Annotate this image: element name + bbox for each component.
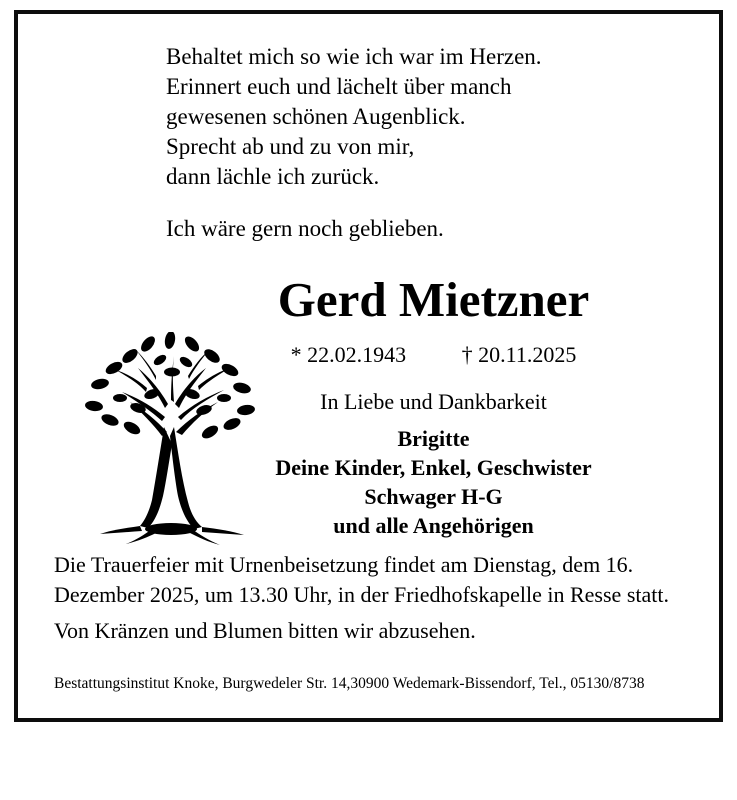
tree-illustration (52, 332, 292, 557)
flowers-request: Von Kränzen und Blumen bitten wir abzusehen. (54, 618, 476, 643)
funeral-information (54, 550, 694, 646)
dedication-text: In Liebe und Dankbarkeit (320, 389, 547, 414)
survivor-line-3: Schwager H-G (364, 484, 503, 509)
survivor-line-1: Brigitte (397, 426, 470, 451)
poem-closing-line: Ich wäre gern noch geblieben. (166, 216, 444, 241)
poem-line-1: Behaltet mich so wie ich war im Herzen. (166, 44, 542, 69)
funeral-home-footer: Bestattungsinstitut Knoke, Burgwedeler Str. 14,30900 Wedemark-Bissendorf, Tel., 05130/8738 (54, 675, 645, 692)
funeral-text: Die Trauerfeier mit Urnenbeisetzung findet am Dienstag, dem 16. Dezember 2025, um 13.30 Uhr, in der Friedhofskapelle in Resse statt. (54, 552, 669, 607)
obituary-frame (14, 10, 723, 722)
poem-block (166, 42, 686, 244)
poem-line-2: Erinnert euch und lächelt über manch (166, 74, 512, 99)
birth-date: * 22.02.1943 (290, 342, 407, 367)
survivor-line-2: Deine Kinder, Enkel, Geschwister (275, 455, 592, 480)
poem-line-3: gewesenen schönen Augenblick. (166, 104, 466, 129)
poem-line-5: dann lächle ich zurück. (166, 164, 380, 189)
death-date: † 20.11.2025 (461, 342, 577, 367)
poem-line-4: Sprecht ab und zu von mir, (166, 134, 415, 159)
survivor-line-4: und alle Angehörigen (333, 513, 534, 538)
obituary-content (18, 14, 719, 718)
poem-spacer (166, 192, 686, 214)
deceased-name: Gerd Mietzner (277, 272, 590, 327)
